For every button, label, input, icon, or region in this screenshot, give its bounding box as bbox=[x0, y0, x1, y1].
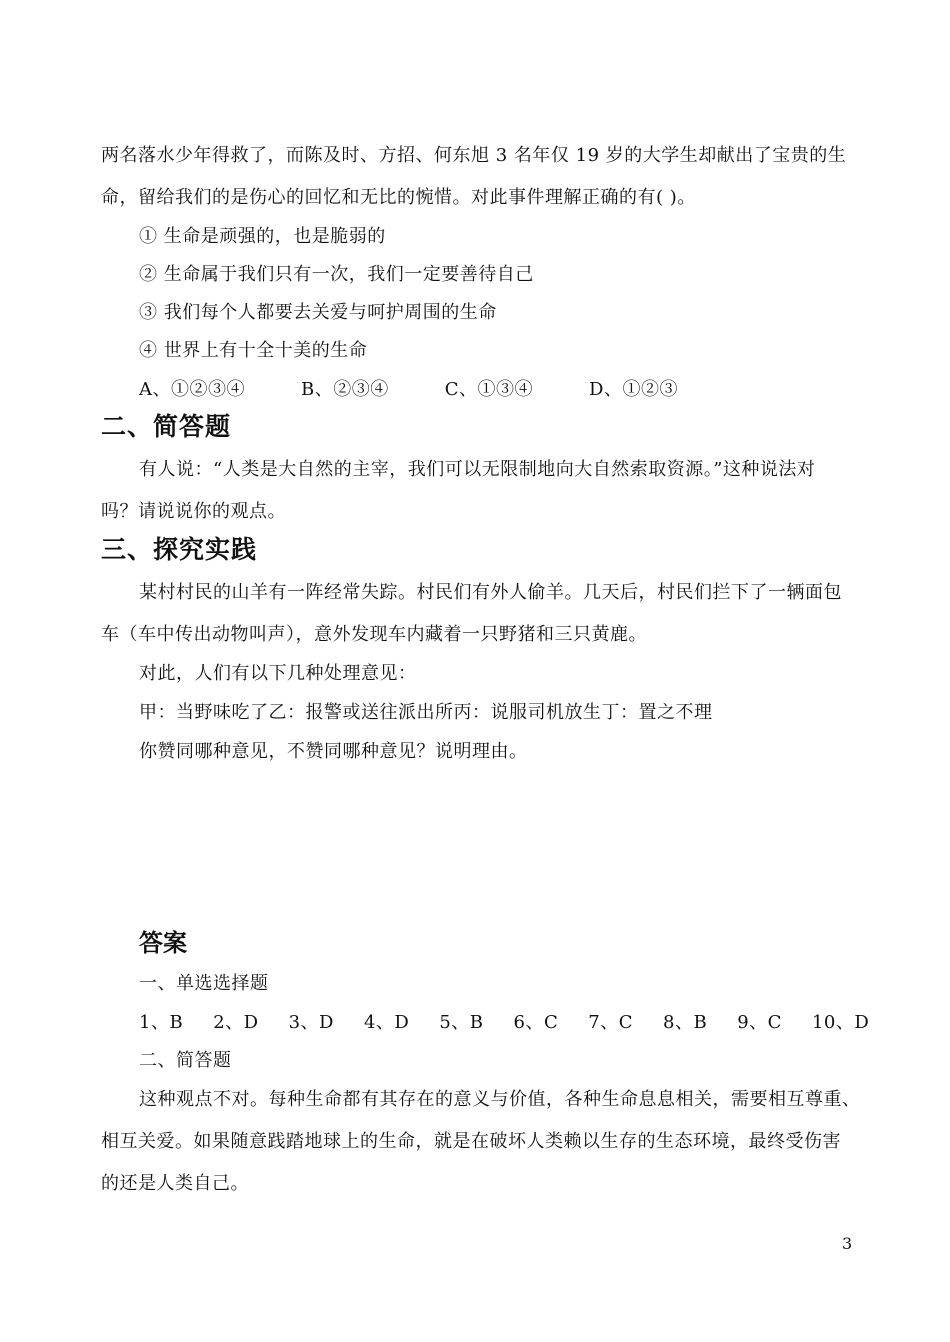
answers-title: 答案 bbox=[139, 929, 187, 957]
answer-paragraph-line-1: 这种观点不对。每种生命都有其存在的意义与价值，各种生命息息相关，需要相互尊重、 bbox=[139, 1089, 861, 1110]
answer-key-row bbox=[139, 1011, 899, 1035]
practice-question-line: 你赞同哪种意见，不赞同哪种意见？说明理由。 bbox=[139, 741, 528, 762]
question-paragraph-line-2: 命，留给我们的是伤心的回忆和无比的惋惜。对此事件理解正确的有( )。 bbox=[101, 187, 696, 208]
answer-paragraph-line-3: 的还是人类自己。 bbox=[101, 1173, 249, 1194]
answer-paragraph-line-2: 相互关爱。如果随意践踏地球上的生命，就是在破坏人类赖以生存的生态环境，最终受伤害 bbox=[101, 1131, 841, 1152]
answer-key-2: 2、D bbox=[213, 1012, 259, 1033]
answer-key-9: 9、C bbox=[737, 1012, 782, 1033]
practice-paragraph-line-3: 对此，人们有以下几种处理意见： bbox=[139, 663, 417, 684]
answers-subheading-single-choice: 一、单选选择题 bbox=[139, 973, 269, 994]
question-paragraph-line-1: 两名落水少年得救了，而陈及时、方招、何东旭 3 名年仅 19 岁的大学生却献出了宝贵的生 bbox=[101, 145, 847, 166]
practice-opinions-line: 甲：当野味吃了乙：报警或送往派出所丙：说服司机放生丁：置之不理 bbox=[139, 702, 713, 723]
answer-key-5: 5、B bbox=[439, 1012, 484, 1033]
choice-statement-3: ③ 我们每个人都要去关爱与呵护周围的生命 bbox=[139, 302, 497, 323]
option-c: C、①③④ bbox=[444, 379, 534, 400]
choice-statement-4: ④ 世界上有十全十美的生命 bbox=[139, 340, 368, 361]
answer-key-3: 3、D bbox=[288, 1012, 334, 1033]
option-b: B、②③④ bbox=[301, 379, 389, 400]
answer-key-1: 1、B bbox=[139, 1012, 184, 1033]
practice-paragraph-line-1: 某村村民的山羊有一阵经常失踪。村民们有外人偷羊。几天后，村民们拦下了一辆面包 bbox=[139, 582, 842, 603]
answer-options bbox=[139, 378, 734, 402]
answer-key-7: 7、C bbox=[588, 1012, 634, 1033]
answer-key-10: 10、D bbox=[811, 1012, 870, 1033]
answer-key-4: 4、D bbox=[363, 1012, 410, 1033]
answer-key-6: 6、C bbox=[513, 1012, 559, 1033]
short-answer-question-line-1: 有人说：“人类是大自然的主宰，我们可以无限制地向大自然索取资源。”这种说法对 bbox=[139, 459, 816, 480]
short-answer-question-line-2: 吗？请说说你的观点。 bbox=[101, 501, 286, 522]
answer-key-8: 8、B bbox=[663, 1012, 708, 1033]
section-heading-practice: 三、探究实践 bbox=[101, 535, 258, 564]
option-a: A、①②③④ bbox=[139, 379, 245, 400]
choice-statement-1: ① 生命是顽强的，也是脆弱的 bbox=[139, 226, 386, 247]
option-d: D、①②③ bbox=[589, 379, 678, 400]
choice-statement-2: ② 生命属于我们只有一次，我们一定要善待自己 bbox=[139, 264, 534, 285]
answers-subheading-short-answer: 二、简答题 bbox=[139, 1050, 232, 1071]
page-number: 3 bbox=[842, 1234, 853, 1253]
practice-paragraph-line-2: 车（车中传出动物叫声），意外发现车内藏着一只野猪和三只黄鹿。 bbox=[101, 624, 647, 645]
section-heading-short-answer: 二、简答题 bbox=[101, 412, 232, 441]
